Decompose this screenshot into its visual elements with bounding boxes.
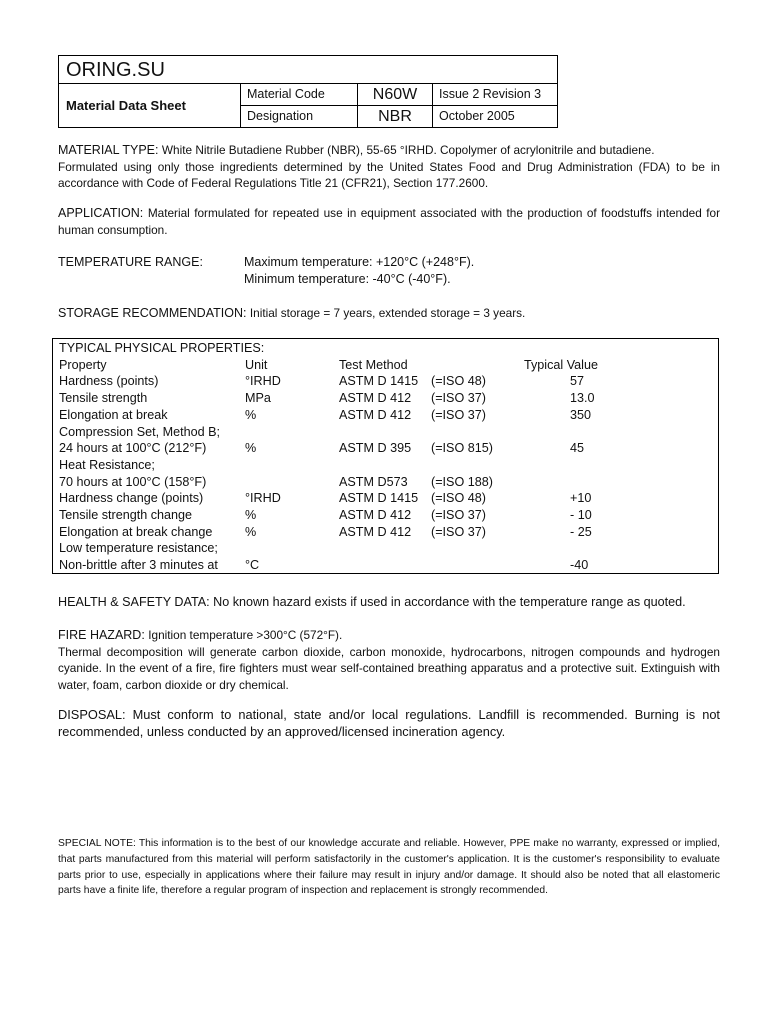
properties-title-text: TYPICAL PHYSICAL PROPERTIES:	[59, 341, 265, 355]
row-typical-value: 350	[570, 407, 592, 422]
storage-section	[58, 305, 720, 322]
fire-hazard-text: Ignition temperature >300°C (572°F).	[148, 628, 343, 642]
row-property: Elongation at break	[59, 407, 168, 422]
health-safety-text: No known hazard exists if used in accordance with the temperature range as quoted.	[213, 595, 686, 609]
row-unit: %	[245, 524, 257, 539]
storage-text: Initial storage = 7 years, extended storage = 3 years.	[249, 306, 526, 320]
header-property: Property	[59, 357, 107, 372]
material-type-label: MATERIAL TYPE:	[58, 143, 159, 157]
row-property: 70 hours at 100°C (158°F)	[59, 474, 207, 489]
storage-label: STORAGE RECOMMENDATION:	[58, 306, 247, 320]
table-row	[59, 524, 714, 541]
material-type-fda-text: Formulated using only those ingredients determined by the United States Food and Drug Administration (FDA) to be in accordance with Code of Federal Regulations Title 21 (CFR21), Section 177.2600.	[58, 159, 720, 190]
designation-label: Designation	[240, 105, 357, 127]
row-iso: (=ISO 188)	[431, 474, 493, 489]
table-row	[59, 373, 714, 390]
disposal-text: Must conform to national, state and/or local regulations. Landfill is recommended. Burning is not recommended, unless conducted by an approved/licensed incineration agency.	[58, 707, 720, 739]
properties-title	[59, 340, 714, 357]
header-test-method: Test Method	[339, 357, 408, 372]
table-row	[59, 390, 714, 407]
row-property: Compression Set, Method B;	[59, 424, 220, 439]
row-test-method: ASTM D 1415	[339, 491, 419, 506]
health-safety-section	[58, 594, 720, 611]
row-typical-value: 57	[570, 374, 585, 389]
special-note: SPECIAL NOTE: This information is to the best of our knowledge accurate and reliable. However, PPE make no warranty, expressed or implied, that parts manufactured from this material will perform satisfactorily in the customer's application. It is the customer's responsibility to evaluate parts prior to use, especially in applications where their failure may result in injury and/or damage. It should also be noted that all elastomeric parts have a finite life, therefore a regular program of inspection and replacement is strongly recommended.	[58, 838, 720, 897]
row-iso: (=ISO 37)	[431, 407, 486, 422]
row-property: Elongation at break change	[59, 524, 213, 539]
row-unit: MPa	[245, 391, 271, 406]
table-row	[59, 490, 714, 507]
material-code-value: N60W	[357, 84, 432, 105]
material-type-section	[58, 142, 720, 192]
row-iso: (=ISO 815)	[431, 441, 493, 456]
row-iso: (=ISO 48)	[431, 374, 486, 389]
row-typical-value: 13.0	[570, 391, 595, 406]
row-iso: (=ISO 48)	[431, 491, 486, 506]
table-row	[59, 440, 714, 457]
brand-name: ORING.SU	[59, 56, 557, 84]
header-unit: Unit	[245, 357, 268, 372]
material-code-label: Material Code	[240, 84, 357, 105]
header-table	[58, 55, 558, 128]
row-property: 24 hours at 100°C (212°F)	[59, 441, 207, 456]
designation-value: NBR	[357, 105, 432, 127]
table-row	[59, 457, 714, 474]
row-property: Non-brittle after 3 minutes at	[59, 558, 218, 573]
health-safety-label: HEALTH & SAFETY DATA:	[58, 595, 210, 609]
min-temperature: Minimum temperature: -40°C (-40°F).	[244, 271, 451, 286]
row-test-method: ASTM D 395	[339, 441, 412, 456]
row-typical-value: +10	[570, 491, 592, 506]
temperature-range-label: TEMPERATURE RANGE:	[58, 255, 203, 269]
fire-hazard-details: Thermal decomposition will generate carbon dioxide, carbon monoxide, hydrocarbons, nitrogen compounds and hydrogen cyanide. In the event of a fire, fire fighters must wear self-contained breathing apparatus and a protective suit. Extinguish with water, foam, carbon dioxide or dry chemical.	[58, 644, 720, 692]
material-type-text: White Nitrile Butadiene Rubber (NBR), 55-65 °IRHD. Copolymer of acrylonitrile and butadiene.	[161, 143, 655, 157]
row-test-method: ASTM D 412	[339, 508, 412, 522]
disposal-section	[58, 706, 720, 740]
row-typical-value: -40	[570, 558, 589, 573]
disposal-label: DISPOSAL:	[58, 707, 126, 722]
table-row	[59, 424, 714, 441]
row-property: Hardness change (points)	[59, 491, 204, 506]
row-test-method: ASTM D 412	[339, 524, 412, 539]
row-unit: °IRHD	[245, 491, 281, 506]
properties-table	[52, 338, 719, 574]
table-row	[59, 507, 714, 524]
row-unit: °C	[245, 558, 260, 573]
fire-hazard-section	[58, 627, 720, 693]
application-section	[58, 205, 720, 238]
row-property: Hardness (points)	[59, 374, 159, 389]
application-label: APPLICATION:	[58, 206, 144, 220]
row-unit: °IRHD	[245, 374, 281, 389]
row-test-method: ASTM D 412	[339, 407, 412, 422]
issue-revision: Issue 2 Revision 3	[432, 84, 557, 105]
row-property: Low temperature resistance;	[59, 541, 218, 556]
max-temperature: Maximum temperature: +120°C (+248°F).	[244, 255, 475, 269]
row-iso: (=ISO 37)	[431, 508, 486, 522]
row-unit: %	[245, 441, 257, 456]
row-iso: (=ISO 37)	[431, 524, 486, 539]
row-typical-value: - 10	[570, 508, 592, 522]
row-test-method: ASTM D 1415	[339, 374, 419, 389]
row-typical-value: - 25	[570, 524, 592, 539]
document-title: Material Data Sheet	[66, 98, 186, 113]
row-test-method: ASTM D 412	[339, 391, 412, 406]
properties-header-row	[59, 357, 714, 374]
row-property: Heat Resistance;	[59, 457, 155, 472]
row-typical-value: 45	[570, 441, 585, 456]
row-property: Tensile strength change	[59, 508, 193, 522]
header-typical-value: Typical Value	[524, 357, 598, 372]
table-row	[59, 557, 714, 574]
table-row	[59, 474, 714, 491]
fire-hazard-label: FIRE HAZARD:	[58, 628, 145, 642]
table-row	[59, 540, 714, 557]
row-iso: (=ISO 37)	[431, 391, 486, 406]
issue-date: October 2005	[432, 105, 557, 127]
row-test-method: ASTM D573	[339, 474, 408, 489]
row-unit: %	[245, 407, 257, 422]
application-text: Material formulated for repeated use in equipment associated with the production of foodstuffs intended for human consumption.	[58, 206, 720, 237]
row-unit: %	[245, 508, 257, 522]
table-row	[59, 407, 714, 424]
row-property: Tensile strength	[59, 391, 148, 406]
